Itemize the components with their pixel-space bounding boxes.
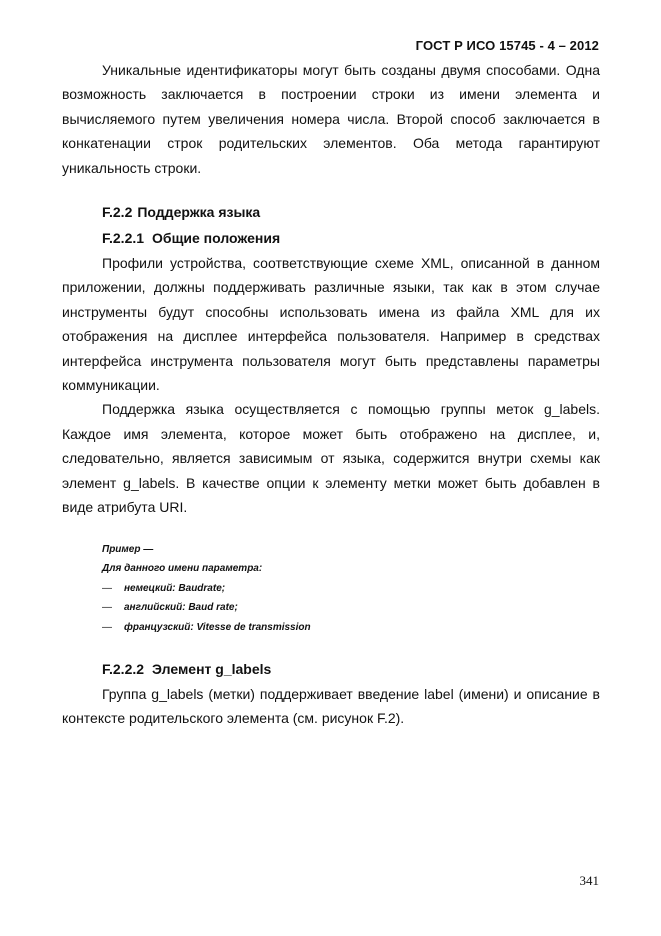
heading-title: Поддержка языка [137,204,261,221]
heading-number: F.2.2.1 [102,230,145,247]
list-dash: — [102,602,112,613]
list-dash: — [102,621,112,633]
page-content [62,58,600,731]
heading-number: F.2.2 [102,204,133,221]
heading-title: Элемент g_labels [152,661,272,677]
example-title: Пример — [102,543,154,555]
heading-title: Общие положения [152,230,281,247]
example-item-english: — английский: Baud rate; [102,598,600,618]
heading-number: F.2.2.2 [102,661,145,677]
example-intro: Для данного имени параметра: [102,563,263,574]
paragraph-g-labels-group: Группа g_labels (метки) поддерживает введение label (имени) и описание в контексте родительского элемента (см. рисунок F.2). [62,686,600,727]
heading-language-support [62,200,600,224]
heading-general-provisions [62,226,600,250]
list-dash: — [102,582,112,594]
heading-g-labels-element [62,657,600,681]
paragraph-unique-identifiers: Уникальные идентификаторы могут быть созданы двумя способами. Одна возможность заключается в построении строки из имени элемента и вычисляемого путем увеличения номера числа. Второй способ заключается в конкатенации строк родительских элементов. Оба метода гарантируют уникальность строки. [62,62,600,176]
standard-header: ГОСТ Р ИСО 15745 - 4 – 2012 [415,38,599,53]
example-item-french: — французский: Vitesse de transmission [102,618,600,638]
example-block [62,540,600,638]
paragraph-device-profiles: Профили устройства, соответствующие схеме XML, описанной в данном приложении, должны поддерживать различные языки, так как в этом случае инструменты будут способны использовать имена из файла XML для их отображения на дисплее интерфейса пользователя. Например в средствах интерфейса инструмента пользователя могут быть представлены параметры коммуникации. [62,255,600,394]
page-number: 341 [579,873,599,888]
example-title-dash: — [143,543,154,555]
paragraph-language-support: Поддержка языка осуществляется с помощью группы меток g_labels. Каждое имя элемента, которое может быть отображено на дисплее, и, следовательно, является зависимым от языка, содержится внутри схемы как элемент g_labels. В качестве опции к элементу метки может быть добавлен в виде атрибута URI. [62,401,600,516]
example-item-german: — немецкий: Baudrate; [102,579,600,599]
